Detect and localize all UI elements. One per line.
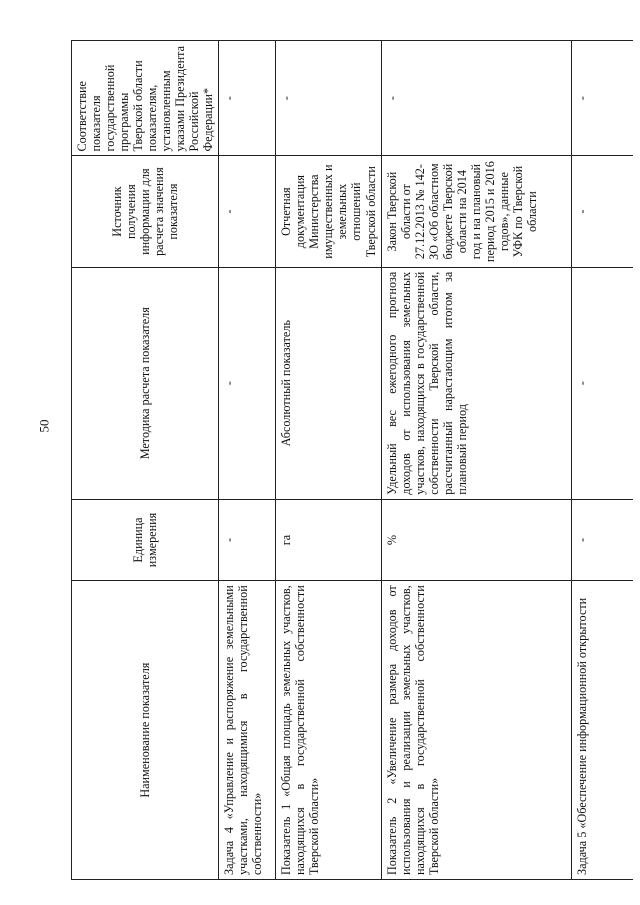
cell-unit: - [219, 499, 276, 581]
header-source: Источник получения информации для расчета значения показателя [72, 156, 219, 267]
cell-method: - [571, 267, 633, 499]
cell-name: Показатель 1 «Общая площадь земельных участков, находящихся в государственной собственности Тверской области» [276, 581, 381, 880]
table-row [571, 41, 633, 880]
cell-source: Закон Тверской области от 27.12.2013 № 142-ЗО «Об областном бюджете Тверской области на 2014 год и на плановый период 2015 и 2016 годов», данные УФК по Тверской области [381, 156, 571, 267]
table-row [276, 41, 381, 880]
table-header-row [72, 41, 219, 880]
header-unit: Единица измерения [72, 499, 219, 581]
cell-correspondence: - [381, 41, 571, 157]
table-row [219, 41, 276, 880]
cell-name: Показатель 2 «Увеличение размера доходов от использования и реализации земельных участков, находящихся в государственной собственности Тверской области» [381, 581, 571, 880]
cell-correspondence: - [571, 41, 633, 157]
cell-unit: - [571, 499, 633, 581]
cell-name: Задача 4 «Управление и распоряжение земельными участками, находящимися в государственной собственности» [219, 581, 276, 880]
cell-correspondence: - [219, 41, 276, 157]
header-method: Методика расчета показателя [72, 267, 219, 499]
cell-method: Абсолютный показатель [276, 267, 381, 499]
rotated-page-content [71, 40, 616, 880]
indicators-table [71, 40, 633, 880]
cell-name: Задача 5 «Обеспечение информационной открытости [571, 581, 633, 880]
page-number: 50 [36, 419, 52, 433]
cell-method: - [219, 267, 276, 499]
cell-method: Удельный вес ежегодного прогноза доходов от использования земельных участков, находящихся в государственной собственности Тверской области, рассчитанный нарастающим итогом за плановый период [381, 267, 571, 499]
cell-unit: % [381, 499, 571, 581]
header-correspondence: Соответствие показателя государственной программы Тверской области показателям, установленным указами Президента Российской Федерации* [72, 41, 219, 157]
cell-unit: га [276, 499, 381, 581]
header-name: Наименование показателя [72, 581, 219, 880]
cell-source: - [571, 156, 633, 267]
cell-source: - [219, 156, 276, 267]
cell-source: Отчетная документация Министерства имущественных и земельных отношений Тверской области [276, 156, 381, 267]
table-row [381, 41, 571, 880]
cell-correspondence: - [276, 41, 381, 157]
